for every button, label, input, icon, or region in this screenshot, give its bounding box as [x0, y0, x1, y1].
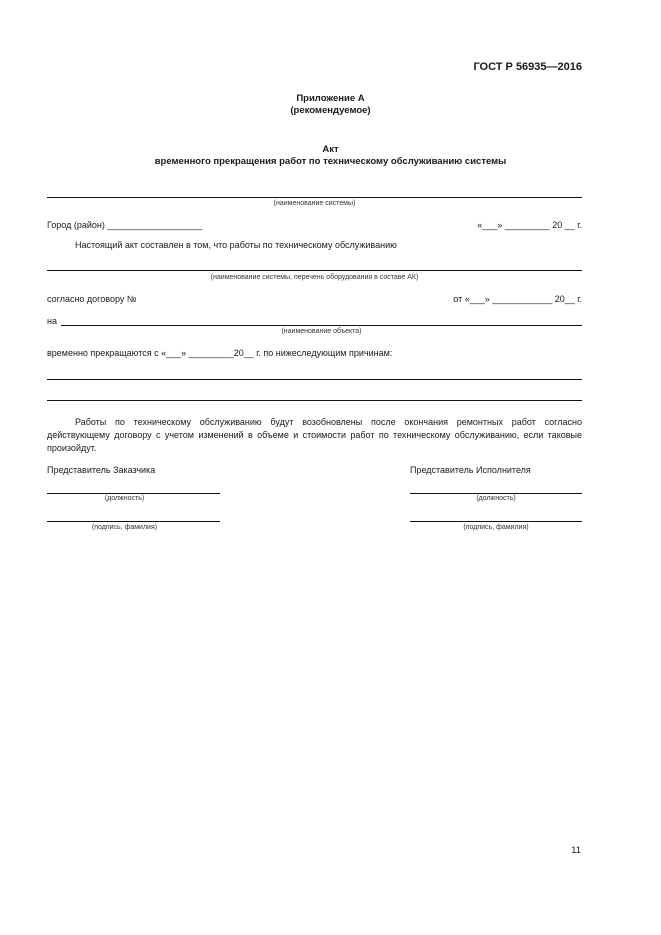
system-name-line: [47, 197, 582, 198]
page-number: 11: [571, 845, 581, 856]
standard-number: ГОСТ Р 56935—2016: [473, 61, 582, 73]
document-title: Акт: [322, 144, 339, 155]
date-field: «___» _________ 20 __ г.: [477, 220, 582, 230]
customer-signature-line: [47, 521, 220, 522]
contract-date-field: от «___» ____________ 20__ г.: [453, 294, 582, 304]
contractor-signature-caption: (подпись, фамилия): [463, 524, 529, 531]
document-subtitle: временного прекращения работ по техническому обслуживанию системы: [154, 156, 507, 167]
object-name-line: [61, 325, 582, 326]
system-equipment-line: [47, 270, 582, 271]
object-name-caption: (наименование объекта): [281, 328, 362, 335]
customer-position-caption: (должность): [104, 495, 145, 502]
appendix-label: Приложение А: [296, 93, 365, 104]
object-label: на: [47, 316, 57, 326]
appendix-note: (рекомендуемое): [290, 105, 371, 116]
contractor-signature-line: [410, 521, 582, 522]
customer-position-line: [47, 493, 220, 494]
reason-line-1: [47, 379, 582, 380]
suspended-text: временно прекращаются с «___» _________20__ г. по нижеследующим причинам:: [47, 348, 393, 358]
customer-signature-caption: (подпись, фамилия): [91, 524, 158, 531]
contractor-rep-label: Представитель Исполнителя: [410, 465, 531, 475]
statement-text: Настоящий акт составлен в том, что работы по техническому обслуживанию: [75, 240, 397, 250]
contractor-position-line: [410, 493, 582, 494]
contractor-position-caption: (должность): [476, 495, 516, 502]
system-equipment-caption: (наименование системы, перечень оборудования в составе АК): [210, 274, 419, 281]
customer-rep-label: Представитель Заказчика: [47, 465, 156, 475]
system-name-caption: (наименование системы): [273, 200, 356, 207]
contract-label: согласно договору №: [47, 294, 137, 304]
city-field: Город (район) ___________________: [47, 220, 203, 230]
reason-line-2: [47, 400, 582, 401]
resume-paragraph: Работы по техническому обслуживанию будут возобновлены после окончания ремонтных работ согласно действующему договору с учетом изменений в объеме и стоимости работ по техническому обслуживанию, если таковые произойдут.: [47, 417, 582, 453]
